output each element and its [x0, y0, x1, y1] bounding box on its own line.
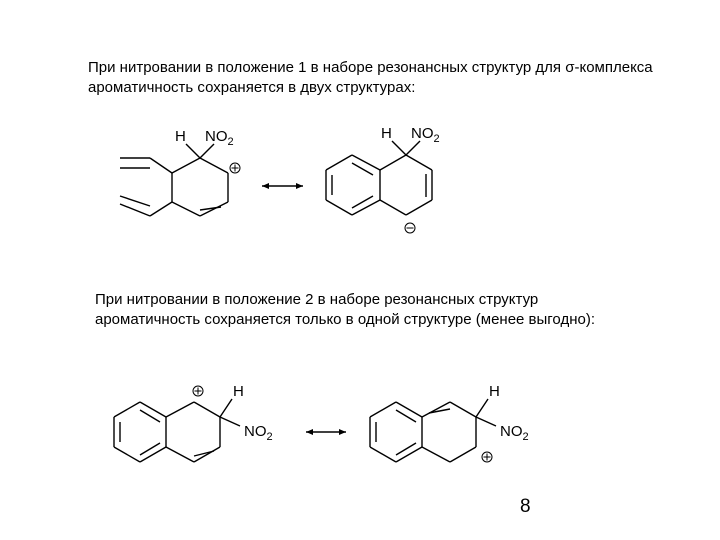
- positive-charge-icon: [482, 452, 492, 462]
- paragraph-line: При нитровании в положение 2 в наборе резонансных структур: [95, 291, 539, 308]
- nitro-label: $NO_2$: [244, 423, 273, 443]
- substituent-bonds: [476, 399, 496, 426]
- second-ring: [422, 402, 476, 462]
- paragraph-line: При нитровании в положение 1 в наборе резонансных структур для σ-комплекса: [88, 59, 653, 76]
- hydrogen-label: H: [489, 383, 500, 400]
- hydrogen-label: H: [381, 125, 392, 142]
- page-number: 8: [520, 496, 531, 517]
- paragraph-line: ароматичность сохраняется только в одной структуре (менее выгодно):: [95, 311, 595, 328]
- hydrogen-label: H: [175, 128, 186, 145]
- paragraph-line: ароматичность сохраняется в двух структурах:: [88, 79, 416, 96]
- benzene-ring: [370, 402, 422, 462]
- nitro-label: $NO_2$: [411, 125, 440, 145]
- nitro-label: $NO_2$: [500, 423, 529, 443]
- nitro-label: $NO_2$: [205, 128, 234, 148]
- hydrogen-label: H: [233, 383, 244, 400]
